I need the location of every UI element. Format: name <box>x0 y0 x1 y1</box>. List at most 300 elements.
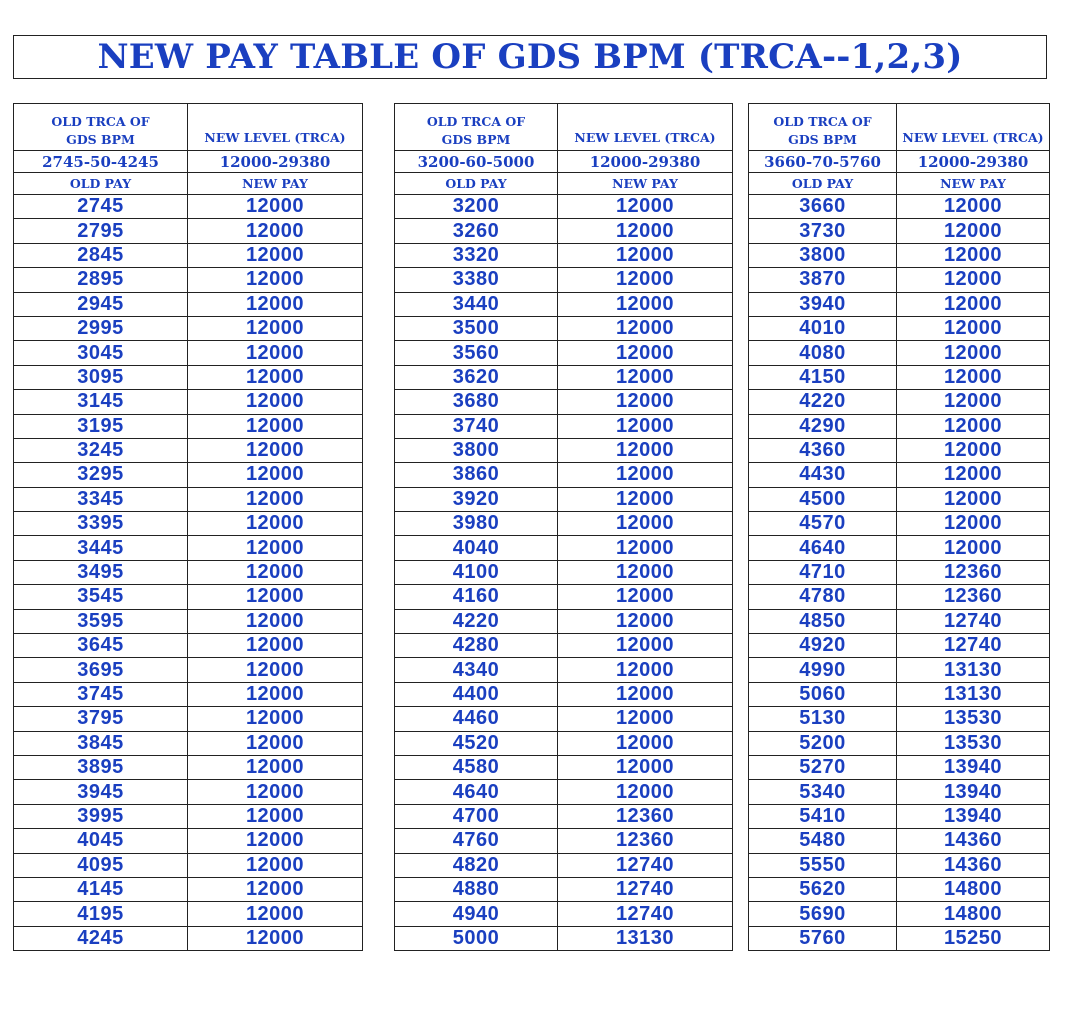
old-pay-cell: 4850 <box>749 609 897 633</box>
new-pay-cell: 12000 <box>558 438 733 462</box>
old-pay-cell: 3800 <box>749 243 897 267</box>
old-pay-cell: 4500 <box>749 487 897 511</box>
old-pay-cell: 5340 <box>749 780 897 804</box>
table-row <box>395 536 733 560</box>
old-pay-cell: 3445 <box>14 536 188 560</box>
old-pay-cell: 3860 <box>395 463 558 487</box>
new-pay-cell: 12000 <box>188 585 363 609</box>
old-pay-cell: 3560 <box>395 341 558 365</box>
table-row <box>749 804 1050 828</box>
old-scale: 3200-60-5000 <box>395 151 558 173</box>
table-row <box>749 829 1050 853</box>
new-pay-cell: 12360 <box>558 829 733 853</box>
old-pay-cell: 5000 <box>395 926 558 950</box>
table-row <box>749 341 1050 365</box>
new-pay-cell: 12000 <box>188 560 363 584</box>
new-pay-label: NEW PAY <box>897 173 1050 195</box>
new-pay-cell: 12000 <box>558 292 733 316</box>
table-row <box>395 341 733 365</box>
table-row <box>749 926 1050 950</box>
old-pay-cell: 2745 <box>14 195 188 219</box>
new-pay-cell: 12000 <box>188 243 363 267</box>
table-row <box>395 219 733 243</box>
old-pay-cell: 3980 <box>395 512 558 536</box>
new-pay-cell: 12000 <box>897 195 1050 219</box>
old-pay-cell: 4160 <box>395 585 558 609</box>
new-pay-cell: 13130 <box>897 682 1050 706</box>
new-pay-cell: 13130 <box>558 926 733 950</box>
old-pay-cell: 4760 <box>395 829 558 853</box>
scale-row <box>14 151 363 173</box>
table-row <box>749 707 1050 731</box>
old-pay-cell: 3320 <box>395 243 558 267</box>
table-row <box>749 634 1050 658</box>
old-pay-cell: 4520 <box>395 731 558 755</box>
new-pay-cell: 13940 <box>897 755 1050 779</box>
new-pay-cell: 12000 <box>897 316 1050 340</box>
table-row <box>14 414 363 438</box>
new-pay-cell: 12000 <box>188 853 363 877</box>
pay-table-1 <box>13 103 363 951</box>
new-pay-cell: 12000 <box>188 365 363 389</box>
new-scale: 12000-29380 <box>558 151 733 173</box>
old-pay-cell: 4780 <box>749 585 897 609</box>
table-row <box>749 877 1050 901</box>
old-pay-cell: 4580 <box>395 755 558 779</box>
table-row <box>749 438 1050 462</box>
old-pay-cell: 3200 <box>395 195 558 219</box>
table-row <box>395 658 733 682</box>
new-pay-cell: 12000 <box>188 219 363 243</box>
table-row <box>14 292 363 316</box>
table-row <box>395 243 733 267</box>
title-box <box>13 35 1047 79</box>
old-pay-cell: 3995 <box>14 804 188 828</box>
table-row <box>395 365 733 389</box>
new-pay-cell: 12000 <box>188 926 363 950</box>
old-pay-cell: 3545 <box>14 585 188 609</box>
old-pay-cell: 3620 <box>395 365 558 389</box>
old-pay-cell: 3645 <box>14 634 188 658</box>
table-row <box>395 512 733 536</box>
table-row <box>395 585 733 609</box>
old-pay-cell: 3745 <box>14 682 188 706</box>
new-pay-cell: 12000 <box>188 463 363 487</box>
new-pay-cell: 12000 <box>188 804 363 828</box>
new-pay-cell: 12000 <box>188 780 363 804</box>
column-label-row <box>14 173 363 195</box>
old-pay-cell: 4570 <box>749 512 897 536</box>
old-pay-cell: 5620 <box>749 877 897 901</box>
table-row <box>749 390 1050 414</box>
new-pay-cell: 12000 <box>897 243 1050 267</box>
new-pay-cell: 12000 <box>188 512 363 536</box>
new-pay-cell: 12000 <box>188 195 363 219</box>
table-row <box>395 292 733 316</box>
new-pay-cell: 12740 <box>897 609 1050 633</box>
table-row <box>14 243 363 267</box>
old-pay-cell: 4920 <box>749 634 897 658</box>
new-pay-cell: 12000 <box>558 682 733 706</box>
old-pay-cell: 5480 <box>749 829 897 853</box>
table-row <box>749 780 1050 804</box>
new-pay-cell: 12000 <box>558 487 733 511</box>
old-pay-cell: 4880 <box>395 877 558 901</box>
old-pay-cell: 4430 <box>749 463 897 487</box>
old-pay-cell: 4290 <box>749 414 897 438</box>
old-pay-cell: 3395 <box>14 512 188 536</box>
table-row <box>749 755 1050 779</box>
old-pay-cell: 4095 <box>14 853 188 877</box>
new-pay-cell: 14800 <box>897 877 1050 901</box>
old-pay-cell: 4990 <box>749 658 897 682</box>
old-trca-header <box>14 104 188 151</box>
new-pay-cell: 12000 <box>188 829 363 853</box>
old-pay-cell: 2995 <box>14 316 188 340</box>
new-pay-cell: 12000 <box>558 243 733 267</box>
old-pay-cell: 3795 <box>14 707 188 731</box>
table-row <box>14 780 363 804</box>
old-pay-cell: 3095 <box>14 365 188 389</box>
new-pay-cell: 12000 <box>558 463 733 487</box>
old-pay-cell: 3440 <box>395 292 558 316</box>
table-row <box>395 853 733 877</box>
new-pay-label: NEW PAY <box>188 173 363 195</box>
old-pay-cell: 4710 <box>749 560 897 584</box>
table-row <box>14 634 363 658</box>
new-pay-cell: 12000 <box>558 755 733 779</box>
table-row <box>749 487 1050 511</box>
table-row <box>14 438 363 462</box>
table-row <box>395 438 733 462</box>
old-pay-cell: 3380 <box>395 268 558 292</box>
table-row <box>14 560 363 584</box>
table-row <box>749 609 1050 633</box>
old-pay-cell: 3870 <box>749 268 897 292</box>
table-row <box>14 658 363 682</box>
table-row <box>14 804 363 828</box>
table-row <box>14 877 363 901</box>
table-row <box>749 512 1050 536</box>
table-row <box>395 463 733 487</box>
new-pay-cell: 12000 <box>897 512 1050 536</box>
old-pay-cell: 2895 <box>14 268 188 292</box>
old-pay-cell: 3195 <box>14 414 188 438</box>
table-row <box>14 609 363 633</box>
new-pay-cell: 12000 <box>188 609 363 633</box>
old-pay-cell: 4820 <box>395 853 558 877</box>
new-pay-cell: 12000 <box>897 219 1050 243</box>
old-pay-cell: 4245 <box>14 926 188 950</box>
table-row <box>749 268 1050 292</box>
new-pay-cell: 12000 <box>897 463 1050 487</box>
new-pay-cell: 12000 <box>897 438 1050 462</box>
table-row <box>749 463 1050 487</box>
table-row <box>395 707 733 731</box>
old-trca-header-line1: OLD TRCA OF <box>773 114 872 129</box>
old-pay-cell: 3495 <box>14 560 188 584</box>
table-row <box>749 560 1050 584</box>
new-pay-cell: 12000 <box>558 268 733 292</box>
new-pay-cell: 12000 <box>558 560 733 584</box>
table-row <box>14 316 363 340</box>
header-row <box>749 104 1050 151</box>
table-row <box>14 731 363 755</box>
new-level-header: NEW LEVEL (TRCA) <box>188 104 363 151</box>
new-pay-cell: 12000 <box>558 609 733 633</box>
old-pay-cell: 3295 <box>14 463 188 487</box>
new-pay-cell: 12000 <box>558 414 733 438</box>
new-pay-cell: 12000 <box>188 731 363 755</box>
new-pay-cell: 12000 <box>558 536 733 560</box>
table-row <box>749 585 1050 609</box>
table-row <box>14 365 363 389</box>
new-pay-cell: 12000 <box>558 731 733 755</box>
old-pay-cell: 5760 <box>749 926 897 950</box>
new-pay-cell: 12000 <box>558 365 733 389</box>
table-row <box>14 219 363 243</box>
new-pay-cell: 12000 <box>558 390 733 414</box>
old-pay-cell: 3845 <box>14 731 188 755</box>
new-pay-label: NEW PAY <box>558 173 733 195</box>
table-row <box>749 414 1050 438</box>
old-pay-cell: 5130 <box>749 707 897 731</box>
old-pay-cell: 5410 <box>749 804 897 828</box>
old-pay-cell: 4010 <box>749 316 897 340</box>
new-pay-cell: 14360 <box>897 829 1050 853</box>
pay-table-3 <box>748 103 1050 951</box>
new-pay-cell: 12000 <box>188 707 363 731</box>
new-pay-cell: 12000 <box>558 780 733 804</box>
table-row <box>395 926 733 950</box>
old-pay-cell: 4640 <box>749 536 897 560</box>
new-pay-cell: 12000 <box>558 634 733 658</box>
table-row <box>395 414 733 438</box>
new-pay-cell: 13940 <box>897 780 1050 804</box>
old-scale: 3660-70-5760 <box>749 151 897 173</box>
scale-row <box>749 151 1050 173</box>
old-pay-cell: 4460 <box>395 707 558 731</box>
old-pay-cell: 2795 <box>14 219 188 243</box>
table-row <box>395 268 733 292</box>
table-row <box>749 292 1050 316</box>
new-pay-cell: 12000 <box>188 658 363 682</box>
new-pay-cell: 12000 <box>188 877 363 901</box>
old-pay-cell: 3500 <box>395 316 558 340</box>
table-row <box>749 243 1050 267</box>
new-pay-cell: 13940 <box>897 804 1050 828</box>
old-pay-cell: 4280 <box>395 634 558 658</box>
new-pay-cell: 12000 <box>188 292 363 316</box>
new-pay-cell: 12000 <box>188 438 363 462</box>
table-row <box>749 658 1050 682</box>
old-pay-cell: 4150 <box>749 365 897 389</box>
table-row <box>14 926 363 950</box>
header-row <box>14 104 363 151</box>
table-row <box>395 634 733 658</box>
new-pay-cell: 12000 <box>188 316 363 340</box>
table-row <box>749 902 1050 926</box>
new-pay-cell: 12000 <box>897 390 1050 414</box>
table-row <box>14 707 363 731</box>
old-pay-cell: 3680 <box>395 390 558 414</box>
old-pay-cell: 4220 <box>749 390 897 414</box>
new-pay-cell: 12000 <box>558 512 733 536</box>
new-pay-cell: 12000 <box>188 755 363 779</box>
new-pay-cell: 12360 <box>558 804 733 828</box>
old-pay-cell: 4940 <box>395 902 558 926</box>
table-row <box>395 731 733 755</box>
old-pay-cell: 5200 <box>749 731 897 755</box>
table-row <box>14 682 363 706</box>
old-pay-cell: 3920 <box>395 487 558 511</box>
old-pay-label: OLD PAY <box>395 173 558 195</box>
table-row <box>395 780 733 804</box>
old-pay-cell: 3695 <box>14 658 188 682</box>
table-row <box>395 902 733 926</box>
old-pay-cell: 3595 <box>14 609 188 633</box>
new-pay-cell: 12000 <box>897 487 1050 511</box>
new-pay-cell: 12000 <box>897 365 1050 389</box>
old-trca-header <box>749 104 897 151</box>
new-pay-cell: 12000 <box>558 316 733 340</box>
table-row <box>14 853 363 877</box>
old-pay-cell: 3800 <box>395 438 558 462</box>
old-pay-cell: 4220 <box>395 609 558 633</box>
new-pay-cell: 12360 <box>897 560 1050 584</box>
new-pay-cell: 12000 <box>897 536 1050 560</box>
table-row <box>14 487 363 511</box>
table-row <box>749 731 1050 755</box>
old-pay-cell: 4045 <box>14 829 188 853</box>
old-trca-header-line1: OLD TRCA OF <box>51 114 150 129</box>
table-row <box>749 316 1050 340</box>
table-row <box>395 829 733 853</box>
page-title: NEW PAY TABLE OF GDS BPM (TRCA--1,2,3) <box>97 37 963 77</box>
new-scale: 12000-29380 <box>897 151 1050 173</box>
old-trca-header <box>395 104 558 151</box>
table-row <box>14 390 363 414</box>
new-pay-cell: 12000 <box>897 268 1050 292</box>
column-label-row <box>749 173 1050 195</box>
table-row <box>395 877 733 901</box>
old-pay-cell: 5060 <box>749 682 897 706</box>
old-pay-cell: 4700 <box>395 804 558 828</box>
old-pay-cell: 4195 <box>14 902 188 926</box>
new-pay-cell: 12000 <box>188 268 363 292</box>
table-row <box>395 682 733 706</box>
table-row <box>14 585 363 609</box>
new-pay-cell: 12000 <box>188 634 363 658</box>
new-pay-cell: 12000 <box>558 707 733 731</box>
table-row <box>14 341 363 365</box>
new-pay-cell: 12000 <box>188 682 363 706</box>
new-pay-cell: 12000 <box>558 658 733 682</box>
table-row <box>14 195 363 219</box>
old-pay-cell: 3730 <box>749 219 897 243</box>
new-pay-cell: 12000 <box>188 487 363 511</box>
old-pay-cell: 3660 <box>749 195 897 219</box>
old-pay-cell: 3740 <box>395 414 558 438</box>
new-pay-cell: 13530 <box>897 731 1050 755</box>
table-row <box>14 536 363 560</box>
old-pay-cell: 2845 <box>14 243 188 267</box>
header-row <box>395 104 733 151</box>
new-pay-cell: 13130 <box>897 658 1050 682</box>
new-pay-cell: 12000 <box>558 585 733 609</box>
old-trca-header-line2: GDS BPM <box>788 132 857 147</box>
old-pay-cell: 3145 <box>14 390 188 414</box>
new-level-header: NEW LEVEL (TRCA) <box>558 104 733 151</box>
table-row <box>395 804 733 828</box>
new-pay-cell: 15250 <box>897 926 1050 950</box>
old-pay-cell: 4360 <box>749 438 897 462</box>
table-row <box>395 560 733 584</box>
new-pay-cell: 12740 <box>558 902 733 926</box>
table-row <box>749 682 1050 706</box>
table-row <box>14 829 363 853</box>
table-row <box>749 195 1050 219</box>
old-pay-cell: 3945 <box>14 780 188 804</box>
new-scale: 12000-29380 <box>188 151 363 173</box>
old-pay-cell: 4145 <box>14 877 188 901</box>
old-pay-cell: 4400 <box>395 682 558 706</box>
table-row <box>395 755 733 779</box>
new-pay-cell: 12740 <box>558 853 733 877</box>
new-pay-cell: 12740 <box>558 877 733 901</box>
new-pay-cell: 12000 <box>558 341 733 365</box>
new-pay-cell: 12000 <box>188 902 363 926</box>
table-row <box>395 195 733 219</box>
old-trca-header-line1: OLD TRCA OF <box>426 114 526 129</box>
old-trca-header-line2: GDS BPM <box>441 132 511 147</box>
old-trca-header-line2: GDS BPM <box>66 132 135 147</box>
old-pay-cell: 3345 <box>14 487 188 511</box>
table-row <box>395 390 733 414</box>
table-row <box>14 512 363 536</box>
table-row <box>395 609 733 633</box>
old-pay-label: OLD PAY <box>14 173 188 195</box>
old-pay-cell: 3940 <box>749 292 897 316</box>
old-pay-cell: 3245 <box>14 438 188 462</box>
new-pay-cell: 12000 <box>188 414 363 438</box>
old-scale: 2745-50-4245 <box>14 151 188 173</box>
table-row <box>749 853 1050 877</box>
new-pay-cell: 12360 <box>897 585 1050 609</box>
pay-table-2 <box>394 103 733 951</box>
old-pay-cell: 5270 <box>749 755 897 779</box>
old-pay-cell: 4640 <box>395 780 558 804</box>
new-level-header: NEW LEVEL (TRCA) <box>897 104 1050 151</box>
table-row <box>395 487 733 511</box>
old-pay-cell: 3045 <box>14 341 188 365</box>
old-pay-cell: 5690 <box>749 902 897 926</box>
table-row <box>749 219 1050 243</box>
new-pay-cell: 13530 <box>897 707 1050 731</box>
scale-row <box>395 151 733 173</box>
table-row <box>14 902 363 926</box>
table-row <box>749 536 1050 560</box>
new-pay-cell: 12000 <box>558 195 733 219</box>
table-row <box>14 463 363 487</box>
new-pay-cell: 12000 <box>897 341 1050 365</box>
new-pay-cell: 12740 <box>897 634 1050 658</box>
old-pay-cell: 4040 <box>395 536 558 560</box>
old-pay-cell: 5550 <box>749 853 897 877</box>
new-pay-cell: 12000 <box>188 341 363 365</box>
new-pay-cell: 12000 <box>897 292 1050 316</box>
old-pay-cell: 4340 <box>395 658 558 682</box>
